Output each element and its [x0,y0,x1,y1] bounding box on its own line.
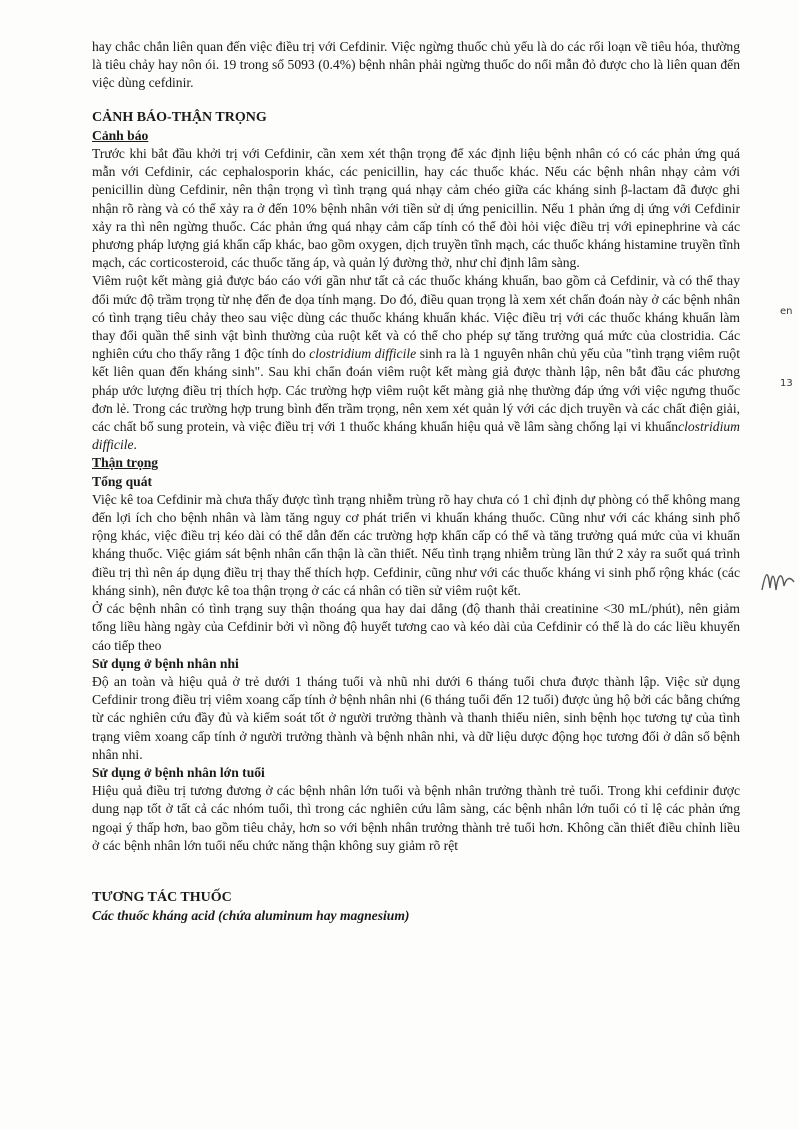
elderly-paragraph: Hiệu quả điều trị tương đương ở các bệnh nhân lớn tuổi và bệnh nhân trưởng thành trẻ tuổi. Trong khi cefdinir được dung nạp tốt ở tất cả các nhóm tuổi, thì trong các nghiên cứu lâm sàng, các bệnh nhân lớn tuổi có tỉ lệ các phản ứng ngoại ý thấp hơn, bao gồm tiêu chảy, hơn so với bệnh nhân trưởng thành trẻ tuổi hơn. Không cần thiết điều chỉnh liều ở các bệnh nhân lớn tuổi nếu chức năng thận không suy giảm rõ rệt [92,783,740,853]
general-paragraph-1: Việc kê toa Cefdinir mà chưa thấy được tình trạng nhiễm trùng rõ hay chưa có 1 chỉ định dự phòng có thể không mang đến lợi ích cho bệnh nhân và làm tăng nguy cơ phát triển vi khuẩn kháng thuốc. Cũng như với các kháng sinh phổ rộng khác, việc điều trị kéo dài có thể dẫn đến các trường hợp khẩn cấp có thể và tăng trưởng quá mức của vi khuẩn kháng thuốc. Việc giám sát bệnh nhân cẩn thận là cần thiết. Nếu tình trạng nhiễm trùng lần thứ 2 xảy ra suốt quá trình điều trị thì nên áp dụng điều trị thay thế thích hợp. Cefdinir, cũng như với các thuốc kháng vi sinh phổ rộng khác (các kháng sinh), nên được kê toa thận trọng ở các cá nhân có tiền sử viêm ruột kết. [92,491,740,598]
document-page [92,38,740,925]
elderly-heading: Sử dụng ở bệnh nhân lớn tuổi [92,764,265,780]
warning-paragraph-2: Viêm ruột kết màng giả được báo cáo với gần như tất cả các thuốc kháng khuẩn, bao gồm cả Cefdinir, và có thể thay đổi mức độ trầm trọng từ nhẹ đến đe dọa tính mạng. Do đó, điều quan trọng là xem xét chẩn đoán này ở các bệnh nhân có tình trạng tiêu chảy theo sau việc dùng các thuốc kháng khuẩn khác. Việc điều trị với các thuốc kháng khuẩn làm thay đổi quần thể sinh vật bình thường của ruột kết và có thể cho phép sự tăng trưởng quá mức của clostridia. Các nghiên cứu cho thấy rằng 1 độc tính do clostridium difficile sinh ra là 1 nguyên nhân chủ yếu của "tình trạng viêm ruột kết liên quan đến kháng sinh". Sau khi chẩn đoán viêm ruột kết màng giả được thành lập, nên bắt đầu các phương pháp ước lượng điều trị thích hợp. Các trường hợp viêm ruột kết màng giả nhẹ thường đáp ứng với việc ngưng thuốc đơn lẻ. Trong các trường hợp trung bình đến trầm trọng, nên xem xét quản lý với các dịch truyền và các chất điện giải, các chất bổ sung protein, và việc điều trị với 1 thuốc kháng khuẩn hiệu quả về lâm sàng chống lại vi khuẩnclostridium difficile. [92,273,740,453]
interactions-subtitle: Các thuốc kháng acid (chứa aluminum hay magnesium) [92,908,410,924]
intro-paragraph: hay chắc chắn liên quan đến việc điều trị với Cefdinir. Việc ngừng thuốc chủ yếu là do các rối loạn về tiêu hóa, thường là tiêu chảy hay nôn ói. 19 trong số 5093 (0.4%) bệnh nhân phải ngừng thuốc do nổi mẫn đỏ được cho là liên quan đến việc dùng cefdinir. [92,39,740,91]
section-title-warnings: CẢNH BÁO-THẬN TRỌNG [92,109,267,125]
pediatric-paragraph: Độ an toàn và hiệu quả ở trẻ dưới 1 tháng tuổi và nhũ nhi dưới 6 tháng tuổi chưa được thành lập. Việc sử dụng Cefdinir trong điều trị viêm xoang cấp tính ở bệnh nhân nhi (6 tháng tuổi đến 12 tuổi) được ủng hộ bởi các bằng chứng từ các nghiên cứu đầy đủ và kiểm soát tốt ở người trưởng thành và thanh thiếu niên, sinh bệnh học tương tự của tình trạng viêm xoang cấp tính ở người trưởng thành và bệnh nhân nhi, và dữ liệu dược động học tương đối ở dân số bệnh nhân nhi. [92,673,740,762]
organism-name: clostridium difficile [309,346,417,362]
handwritten-mark-icon [758,560,798,600]
general-heading: Tổng quát [92,473,153,489]
warning-heading: Cảnh báo [92,127,149,143]
pediatric-heading: Sử dụng ở bệnh nhân nhi [92,655,239,671]
precaution-heading: Thận trọng [92,455,159,471]
section-title-interactions: TƯƠNG TÁC THUỐC [92,889,232,905]
warning-paragraph-1: Trước khi bắt đầu khởi trị với Cefdinir, cần xem xét thận trọng để xác định liệu bệnh nhân có có các phản ứng quá mẫn với Cefdinir, các cephalosporin khác, các penicillin, hay các thuốc khác. Nếu các bệnh nhân nhạy cảm với penicillin dùng Cefdinir, nên thận trọng vì tình trạng quá nhạy cảm chéo giữa các kháng sinh β-lactam đã được ghi nhận rõ ràng và có thể xảy ra ở đến 10% bệnh nhân với tiền sử dị ứng penicillin. Nếu 1 phản ứng dị ứng với Cefdinir xảy ra thì nên ngừng thuốc. Các phản ứng quá nhạy cảm cấp tính có thể đòi hỏi việc điều trị với epinephrine và các phương pháp lượng giá khẩn cấp khác, bao gồm oxygen, dịch truyền tĩnh mạch, các thuốc kháng histamine truyền tĩnh mạch, các corticosteroid, các thuốc tăng áp, và quản lý đường thở, như chỉ định lâm sàng. [92,146,740,271]
organism-name: clostridium difficile [92,419,740,453]
margin-mark: en [780,306,793,317]
margin-mark: 13 [780,378,793,389]
general-paragraph-2: Ở các bệnh nhân có tình trạng suy thận thoáng qua hay dai dẳng (độ thanh thải creatinine <30 mL/phút), nên giảm tổng liều hàng ngày của Cefdinir bởi vì nồng độ huyết tương cao và kéo dài của Cefdinir có thể là do các liều khuyến cáo tiếp theo [92,601,740,653]
